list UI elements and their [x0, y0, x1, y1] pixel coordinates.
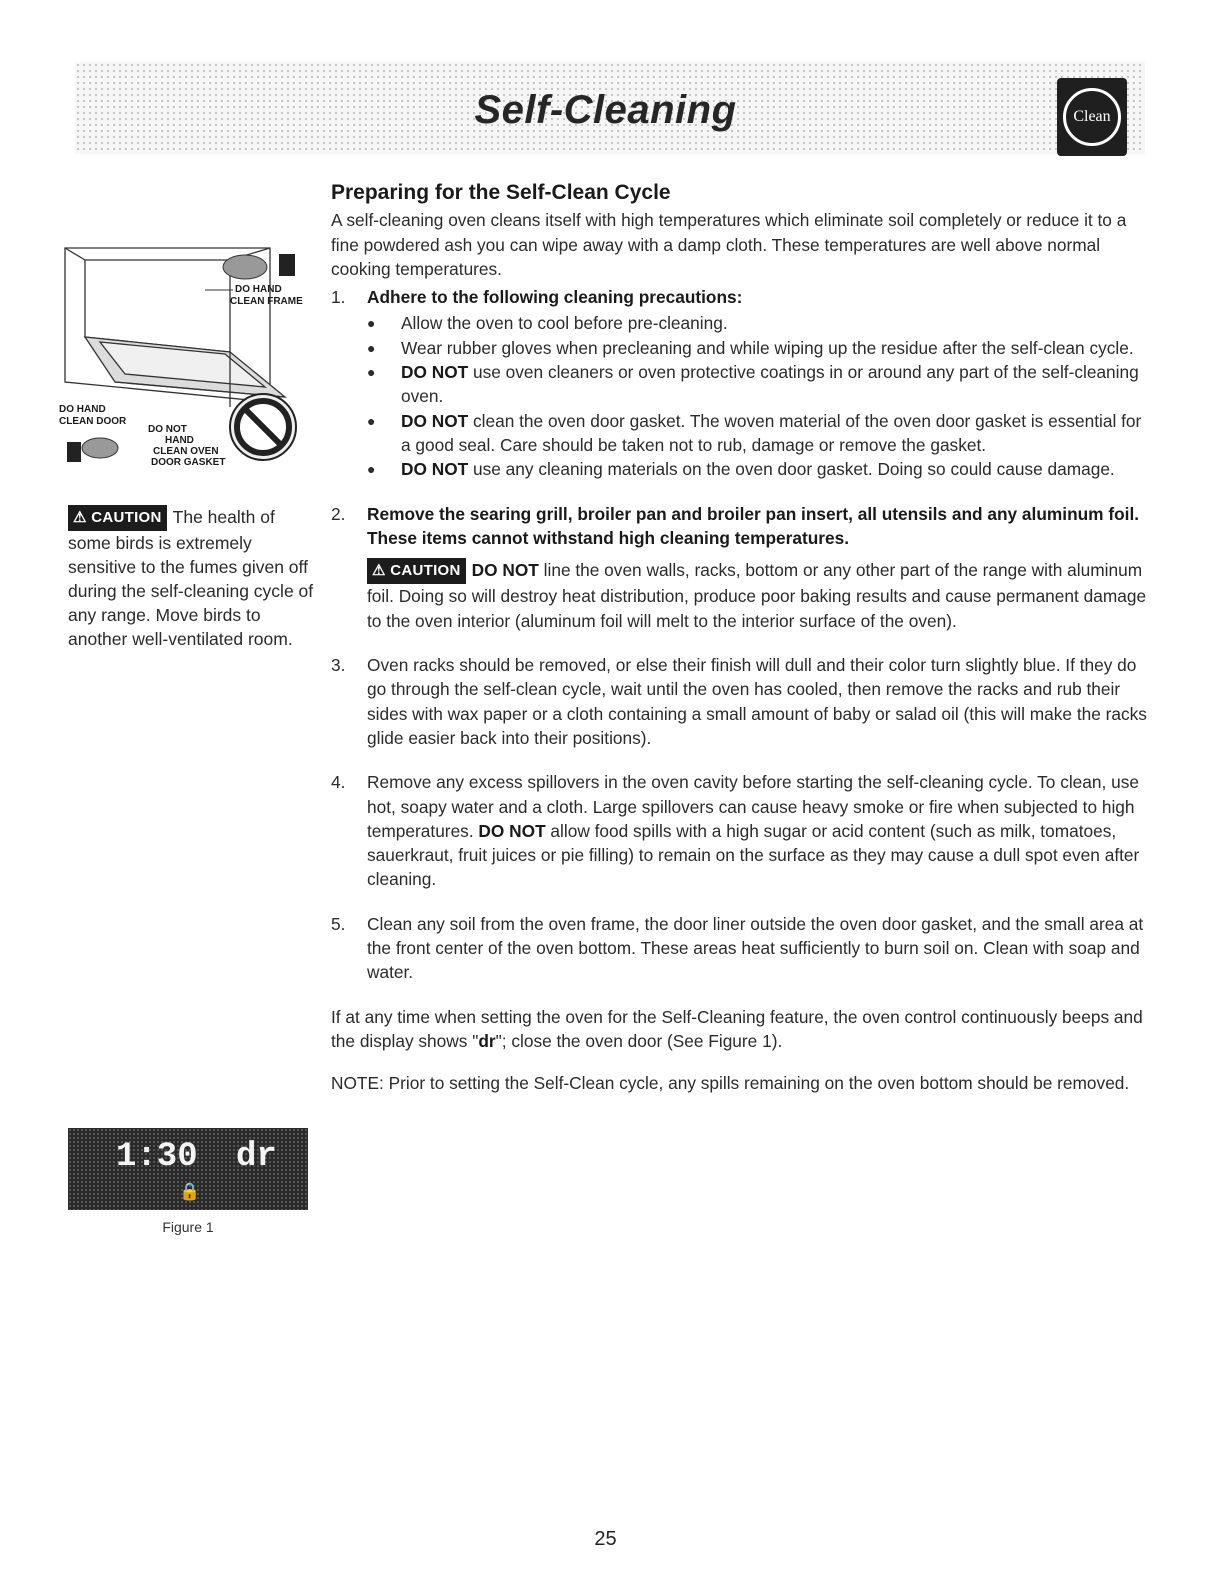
label-do-hand-clean-door-2: CLEAN DOOR — [59, 416, 127, 427]
label-do-hand-clean-door-1: DO HAND — [59, 404, 106, 415]
step-number: 1. — [331, 287, 346, 308]
sidebar-caution-text: The health of some birds is extremely sensitive to the fumes given off during the self-cleaning cycle of any range. Move birds to another well-ventilated room. — [68, 507, 314, 649]
step-number: 4. — [331, 772, 346, 793]
list-item: ● DO NOT clean the oven door gasket. The woven material of the oven door gasket is essential for a good seal. Care should be taken not to rub, damage or remove the gasket. — [367, 410, 1142, 455]
clean-icon — [1057, 78, 1127, 156]
step-4: 4. Remove any excess spillovers in the oven cavity before starting the self-cleaning cycle. To clean, use hot, soapy water and a cloth. Large spillovers can cause heavy smoke or fire when subjected to high temperatures. DO NOT allow food spills with a high sugar or acid content (such as milk, tomatoes, sauerkraut, fruit juices or pie filling) to remain on the surface as they may cause a dull spot even after cleaning. — [331, 772, 1140, 890]
page-title: Self-Cleaning — [474, 88, 737, 132]
oven-cavity — [85, 260, 230, 352]
step-number: 3. — [331, 655, 346, 676]
lock-icon: 🔒 — [179, 1182, 201, 1201]
step-3 — [331, 653, 1151, 750]
main-content — [331, 181, 1151, 1096]
step-text: Clean any soil from the oven frame, the door liner outside the oven door gasket, and the small area at the front center of the oven bottom. These areas heat sufficiently to burn soil on. Clean with soap and water. — [367, 913, 1144, 983]
display-time: 1:30 — [116, 1138, 198, 1176]
display-code: dr — [236, 1138, 277, 1176]
hand-frame-icon — [223, 254, 295, 279]
step-2-caution: ⚠ CAUTION DO NOT line the oven walls, racks, bottom or any other part of the range with aluminum foil. Doing so will destroy heat distribution, produce poor baking results and cause permanent damage to the oven interior (aluminum foil will melt to the interior surface of the oven). — [367, 560, 1147, 631]
step-heading: Remove the searing grill, broiler pan and broiler pan insert, all utensils and any aluminum foil. These items cannot withstand high cleaning temperatures. — [367, 503, 1140, 548]
clean-icon-label: Clean — [1063, 88, 1121, 146]
label-do-not-hand-clean-1: DO NOT — [148, 424, 187, 435]
page-number: 25 — [594, 1528, 617, 1550]
control-display-figure — [68, 1128, 308, 1210]
note: NOTE: Prior to setting the Self-Clean cycle, any spills remaining on the oven bottom should be removed. — [331, 1073, 1130, 1094]
step-text: Oven racks should be removed, or else their finish will dull and their color turn slightly blue. If they do go through the self-clean cycle, wait until the oven has cooled, then remove the racks and rub their sides with wax paper or a cloth containing a small amount of baby or salad oil (this will make the racks glide easier back into their positions). — [367, 655, 1147, 748]
label-do-hand-clean-frame-2: CLEAN FRAME — [230, 296, 303, 307]
step-1 — [331, 285, 1151, 481]
display-note: If at any time when setting the oven for the Self-Cleaning feature, the oven control continuously beeps and the display shows "dr"; close the oven door (See Figure 1). — [331, 1006, 1143, 1051]
prohibited-icon — [230, 394, 296, 460]
intro-paragraph: A self-cleaning oven cleans itself with high temperatures which eliminate soil completely or reduce it to a fine powdered ash you can wipe away with a damp cloth. These temperatures are well above normal cooking temperatures. — [331, 210, 1127, 279]
step-number: 2. — [331, 503, 346, 524]
figure-caption: Figure 1 — [162, 1219, 214, 1235]
step-heading: Adhere to the following cleaning precautions: — [367, 287, 743, 308]
list-item: ● DO NOT use oven cleaners or oven protective coatings in or around any part of the self-cleaning oven. — [367, 362, 1139, 407]
sidebar-caution — [68, 505, 316, 651]
label-do-not-hand-clean-3: CLEAN OVEN — [153, 446, 219, 457]
section-title: Preparing for the Self-Clean Cycle — [331, 181, 671, 204]
caution-badge: ⚠ CAUTION — [367, 558, 466, 584]
oven-door-illustration — [55, 242, 310, 472]
hand-door-icon — [67, 438, 118, 462]
step-5 — [331, 912, 1151, 985]
step-number: 5. — [331, 913, 346, 934]
list-item: ● DO NOT use any cleaning materials on the oven door gasket. Doing so could cause damage. — [367, 459, 1115, 480]
list-item: ● Wear rubber gloves when precleaning and while wiping up the residue after the self-clean cycle. — [367, 337, 1134, 358]
precaution-list — [367, 311, 1151, 481]
caution-badge: ⚠ CAUTION — [68, 505, 167, 531]
step-2 — [331, 502, 1151, 633]
label-do-not-hand-clean-2: HAND — [165, 435, 194, 446]
label-do-not-hand-clean-4: DOOR GASKET — [151, 457, 226, 468]
label-do-hand-clean-frame-1: DO HAND — [235, 284, 282, 295]
list-item: ● Allow the oven to cool before pre-cleaning. — [367, 313, 728, 334]
